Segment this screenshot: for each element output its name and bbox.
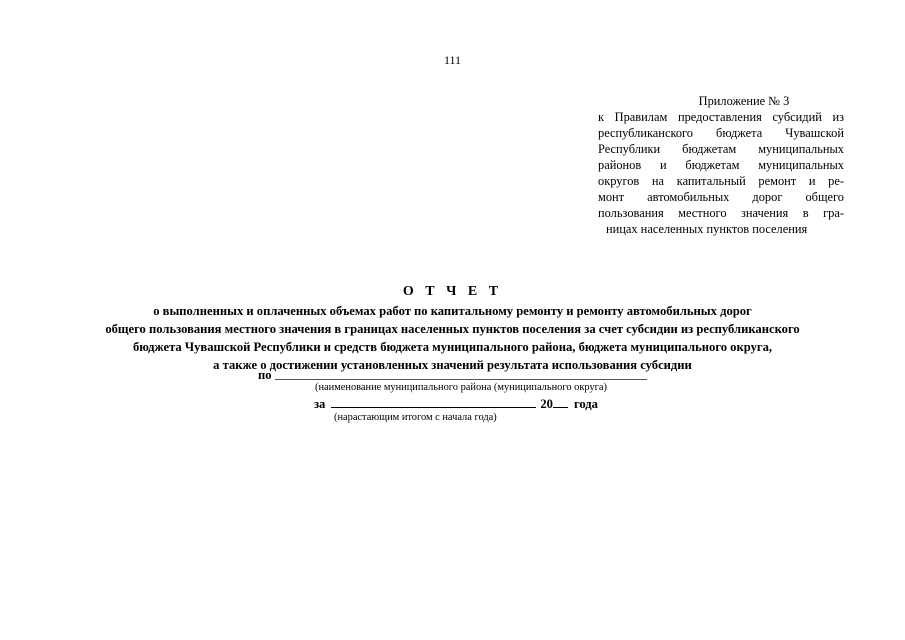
za-label: за — [314, 397, 326, 411]
year-fill-line — [553, 397, 568, 408]
appendix-body — [598, 109, 844, 237]
report-title: О Т Ч Е Т — [402, 284, 503, 299]
appendix-line: пользования местного значения в гра- — [598, 206, 844, 220]
appendix-line: округов на капитальный ремонт и ре- — [598, 174, 844, 188]
year-prefix: 20 — [540, 397, 553, 411]
appendix-line: к Правилам предоставления субсидий из — [598, 110, 844, 124]
report-description-line: общего пользования местного значения в границах населенных пунктов поселения за счет субсидии из республиканского — [105, 322, 800, 336]
appendix-line: районов и бюджетам муниципальных — [598, 158, 844, 172]
report-description-line: бюджета Чувашской Республики и средств бюджета муниципального района, бюджета муниципального округа, — [132, 340, 773, 354]
period-caption: (нарастающим итогом с начала года) — [334, 412, 497, 423]
page-number: 111 — [443, 53, 462, 67]
po-label: по — [258, 368, 272, 382]
year-suffix: года — [573, 397, 598, 411]
period-fill-line — [331, 397, 536, 408]
municipality-caption: (наименование муниципального района (муниципального округа) — [315, 382, 607, 393]
period-row — [314, 396, 598, 412]
report-description — [30, 302, 875, 374]
appendix-title: Приложение № 3 — [698, 94, 790, 108]
appendix-line: республиканского бюджета Чувашской — [598, 126, 844, 140]
appendix-block — [598, 93, 844, 237]
municipality-fill-line — [275, 379, 647, 380]
appendix-line: монт автомобильных дорог общего — [598, 190, 844, 204]
appendix-line: ницах населенных пунктов поселения — [606, 222, 808, 236]
report-description-line: о выполненных и оплаченных объемах работ по капитальному ремонту и ремонту автомобильных дорог — [153, 304, 752, 318]
report-description-line: а также о достижении установленных значений результата использования субсидии — [213, 358, 692, 372]
appendix-line: Республики бюджетам муниципальных — [598, 142, 844, 156]
